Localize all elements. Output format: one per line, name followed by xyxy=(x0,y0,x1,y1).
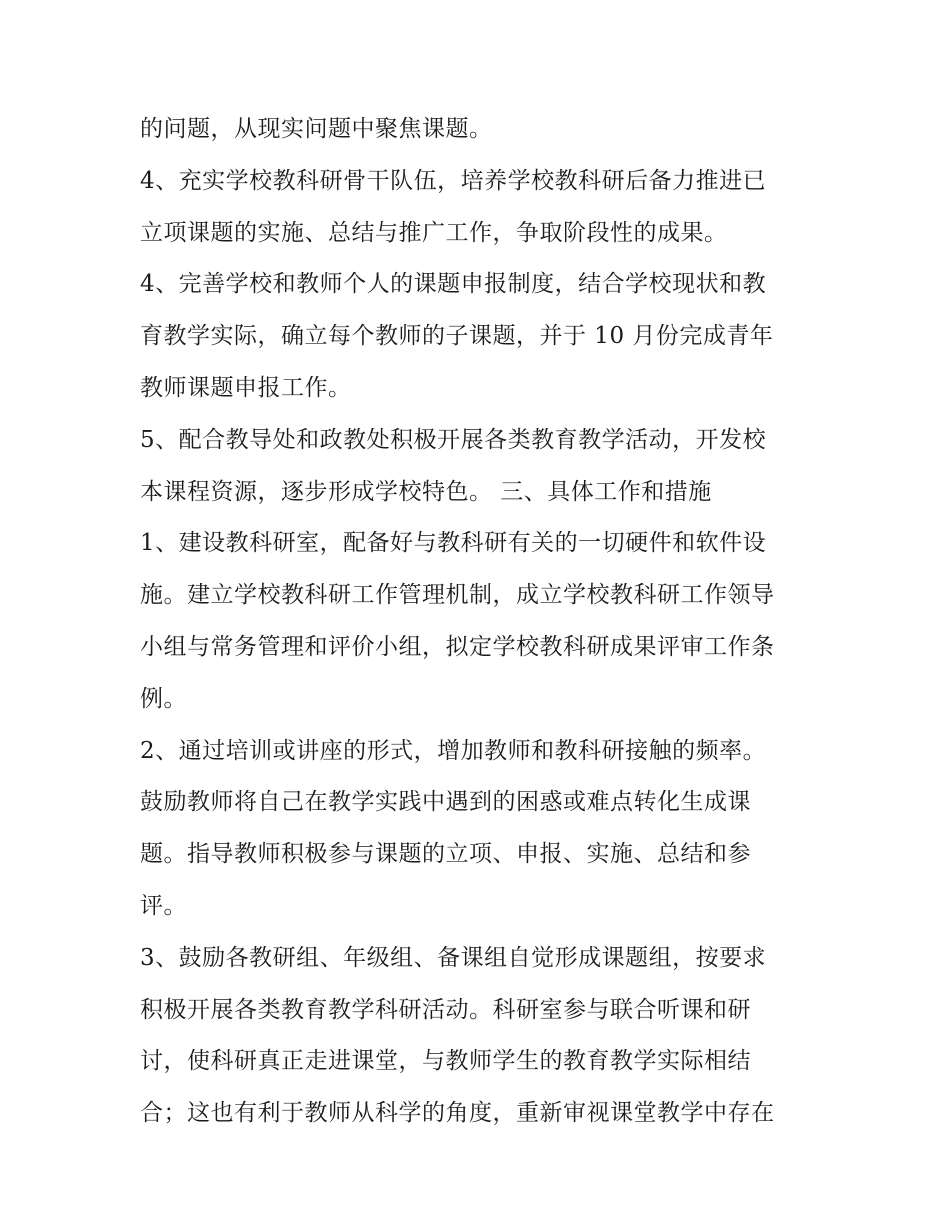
text-line: 评。 xyxy=(140,892,187,919)
text-line: 合；这也有利于教师从科学的角度，重新审视课堂教学中存在 xyxy=(140,1100,775,1127)
body-text xyxy=(140,104,830,1140)
text-line: 育教学实际，确立每个教师的子课题，并于 10 月份完成青年 xyxy=(140,323,774,350)
text-line: 4、完善学校和教师个人的课题申报制度，结合学校现状和教 xyxy=(140,271,767,298)
text-line: 2、通过培训或讲座的形式，增加教师和教科研接触的频率。 xyxy=(140,737,767,764)
text-line: 积极开展各类教育教学科研活动。科研室参与联合听课和研 xyxy=(140,996,751,1023)
text-line: 3、鼓励各教研组、年级组、备课组自觉形成课题组，按要求 xyxy=(140,944,767,971)
text-line: 例。 xyxy=(140,685,187,712)
text-line: 施。建立学校教科研工作管理机制，成立学校教科研工作领导 xyxy=(140,582,775,609)
text-line: 鼓励教师将自己在教学实践中遇到的困惑或难点转化生成课 xyxy=(140,789,751,816)
text-line: 5、配合教导处和政教处积极开展各类教育教学活动，开发校 xyxy=(140,426,767,453)
text-line: 小组与常务管理和评价小组，拟定学校教科研成果评审工作条 xyxy=(140,633,775,660)
text-line: 题。指导教师积极参与课题的立项、申报、实施、总结和参 xyxy=(140,841,751,868)
text-line: 的问题，从现实问题中聚焦课题。 xyxy=(140,116,493,142)
text-line: 1、建设教科研室，配备好与教科研有关的一切硬件和软件设 xyxy=(140,530,767,557)
text-line: 教师课题申报工作。 xyxy=(140,374,352,401)
text-line: 立项课题的实施、总结与推广工作，争取阶段性的成果。 xyxy=(140,219,728,246)
text-line: 讨，使科研真正走进课堂，与教师学生的教育教学实际相结 xyxy=(140,1048,751,1075)
text-line: 本课程资源，逐步形成学校特色。 三、具体工作和措施 xyxy=(140,478,712,505)
text-line: 4、充实学校教科研骨干队伍，培养学校教科研后备力推进已 xyxy=(140,167,767,194)
